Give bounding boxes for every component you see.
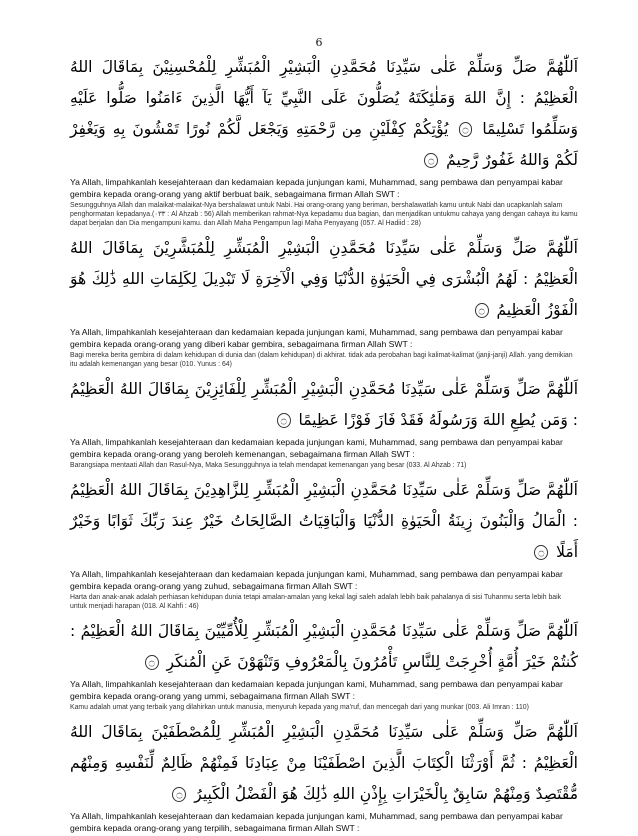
verse-section-5 xyxy=(70,616,578,712)
ayah-end-marker-icon: ۝ xyxy=(475,303,489,318)
ayah-end-marker-icon: ۝ xyxy=(277,413,291,428)
ayah-end-marker-icon: ۝ xyxy=(459,122,473,137)
salawat-translation: Ya Allah, limpahkanlah kesejahteraan dan kedamaian kepada junjungan kami, Muhammad, sang pembawa dan penyampai kabar gembira kepada orang-orang yang ummi, sebagaimana firman Allah SWT : xyxy=(70,679,563,701)
verse-meaning: Sesungguhnya Allah dan malaikat-malaikat-Nya bershalawat untuk Nabi. Hai orang-orang yang beriman, bershalawatlah kamu untuk Nabi dan ucapkanlah salam penghormatan kepadanya.(٠٣٣ : Al Ahzab : 56) Allah memberikan rahmat-Nya kepadamu dua bagian, dan menjadikan untukmu cahaya yang dengan cahaya itu kamu dapat berjalan dan Dia mengampuni kamu. dan Allah Maha Pengampun lagi Maha Penyayang (057. Al Hadiid : 28) xyxy=(70,202,578,227)
ayah-end-marker-icon: ۝ xyxy=(145,655,159,670)
verse-section-4 xyxy=(70,475,578,611)
arabic-text: اَللّٰهُمَّ صَلِّ وَسَلِّمْ عَلٰى سَيِّدِنَا مُحَمَّدِنِ الْبَشِيْرِ الْمُبَشِّرِ لِلْمُحْسِنِيْنَ بِمَاقَالَ اللهُ الْعَظِيْمُ : إِنَّ اللهَ وَمَلٰئِكَتَهُ يُصَلُّونَ عَلَى النَّبِيِّ يَآ أَيُّهَا الَّذِينَ ءَامَنُوا صَلُّوا عَلَيْهِ وَسَلِّمُوا تَسْلِيمًا xyxy=(70,58,578,138)
verse-section-1 xyxy=(70,52,578,228)
arabic-verse xyxy=(70,475,578,568)
verse-section-6 xyxy=(70,717,578,834)
arabic-verse xyxy=(70,616,578,678)
arabic-text: اَللّٰهُمَّ صَلِّ وَسَلِّمْ عَلٰى سَيِّدِنَا مُحَمَّدِنِ الْبَشِيْرِ الْمُبَشِّرِ لِلْمُبَشَّرِيْنَ بِمَاقَالَ اللهُ الْعَظِيْمُ : لَهُمُ الْبُشْرَى فِي الْحَيَوٰةِ الدُّنْيَا وَفِي الْآخِرَةِ لَا تَبْدِيلَ لِكَلِمَاتِ اللهِ ذَٰلِكَ هُوَ الْفَوْزُ الْعَظِيمُ xyxy=(70,239,578,319)
salawat-translation: Ya Allah, limpahkanlah kesejahteraan dan kedamaian kepada junjungan kami, Muhammad, sang pembawa dan penyampai kabar gembira kepada orang-orang yang terpilih, sebagaimana firman Allah SWT : xyxy=(70,811,563,833)
arabic-verse xyxy=(70,233,578,326)
arabic-verse xyxy=(70,374,578,436)
salawat-translation: Ya Allah, limpahkanlah kesejahteraan dan kedamaian kepada junjungan kami, Muhammad, sang pembawa dan penyampai kabar gembira kepada orang-orang yang zuhud, sebagaimana firman Allah SWT : xyxy=(70,569,563,591)
verse-section-2 xyxy=(70,233,578,369)
verse-meaning: Bagi mereka berita gembira di dalam kehidupan di dunia dan (dalam kehidupan) di akhirat. tidak ada perobahan bagi kalimat-kalimat (janji-janji) Allah. yang demikian itu adalah kemenangan yang besar (010. Yunus : 64) xyxy=(70,352,573,368)
salawat-translation: Ya Allah, limpahkanlah kesejahteraan dan kedamaian kepada junjungan kami, Muhammad, sang pembawa dan penyampai kabar gembira kepada orang-orang yang diberi kabar gembira, sebagaimana firman Allah SWT : xyxy=(70,327,563,349)
ayah-end-marker-icon: ۝ xyxy=(424,153,438,168)
verse-meaning: Harta dan anak-anak adalah perhiasan kehidupan dunia tetapi amalan-amalan yang kekal lagi saleh adalah lebih baik pahalanya di sisi Tuhanmu serta lebih baik untuk menjadi harapan (018. Al Kahfi : 46) xyxy=(70,594,562,610)
arabic-text: اَللّٰهُمَّ صَلِّ وَسَلِّمْ عَلٰى سَيِّدِنَا مُحَمَّدِنِ الْبَشِيْرِ الْمُبَشِّرِ لِلْفَائِزِيْنَ بِمَاقَالَ اللهُ الْعَظِيْمُ : وَمَن يُطِعِ اللهَ وَرَسُولَهُ فَقَدْ فَازَ فَوْزًا عَظِيمًا xyxy=(70,380,578,429)
verse-section-3 xyxy=(70,374,578,470)
arabic-text: اَللّٰهُمَّ صَلِّ وَسَلِّمْ عَلٰى سَيِّدِنَا مُحَمَّدِنِ الْبَشِيْرِ الْمُبَشِّرِ لِلزَّاهِدِيْنَ بِمَاقَالَ اللهُ الْعَظِيْمُ : الْمَالُ وَالْبَنُونَ زِينَةُ الْحَيَوٰةِ الدُّنْيَا وَالْبَاقِيَاتُ الصَّالِحَاتُ خَيْرٌ عِندَ رَبِّكَ ثَوَابًا وَخَيْرٌ أَمَلًا xyxy=(70,481,578,561)
page-number: 6 xyxy=(315,36,323,49)
ayah-end-marker-icon: ۝ xyxy=(534,545,548,560)
arabic-text: اَللّٰهُمَّ صَلِّ وَسَلِّمْ عَلٰى سَيِّدِنَا مُحَمَّدِنِ الْبَشِيْرِ الْمُبَشِّرِ لِلْأُمِّيِّيْنَ بِمَاقَالَ اللهُ الْعَظِيْمُ : كُنتُمْ خَيْرَ أُمَّةٍ أُخْرِجَتْ لِلنَّاسِ تَأْمُرُونَ بِالْمَعْرُوفِ وَتَنْهَوْنَ عَنِ الْمُنكَرِ xyxy=(70,622,578,671)
arabic-text: اَللّٰهُمَّ صَلِّ وَسَلِّمْ عَلٰى سَيِّدِنَا مُحَمَّدِنِ الْبَشِيْرِ الْمُبَشِّرِ لِلْمُصْطَفَيْنَ بِمَاقَالَ اللهُ الْعَظِيْمُ : ثُمَّ أَوْرَثْنَا الْكِتَابَ الَّذِينَ اصْطَفَيْنَا مِنْ عِبَادِنَا فَمِنْهُمْ ظَالِمٌ لِّنَفْسِهِ وَمِنْهُم مُّقْتَصِدٌ وَمِنْهُمْ سَابِقٌ بِالْخَيْرَاتِ بِإِذْنِ اللهِ ذَٰلِكَ هُوَ الْفَضْلُ الْكَبِيرُ xyxy=(70,723,578,803)
arabic-verse xyxy=(70,717,578,810)
salawat-translation: Ya Allah, limpahkanlah kesejahteraan dan kedamaian kepada junjungan kami, Muhammad, sang pembawa dan penyampai kabar gembira kepada orang-orang yang aktif berbuat baik, sebagaimana firman Allah SWT : xyxy=(70,177,563,199)
arabic-text-continued: يُؤْتِكُمْ كِفْلَيْنِ مِن رَّحْمَتِهِ وَيَجْعَل لَّكُمْ نُورًا تَمْشُونَ بِهِ وَيَغْفِرْ لَكُمْ وَاللهُ غَفُورٌ رَّحِيمٌ xyxy=(70,120,578,169)
verse-meaning: Kamu adalah umat yang terbaik yang dilahirkan untuk manusia, menyuruh kepada yang ma'ruf, dan mencegah dari yang munkar (003. Ali Imran : 110) xyxy=(70,704,529,711)
salawat-translation: Ya Allah, limpahkanlah kesejahteraan dan kedamaian kepada junjungan kami, Muhammad, sang pembawa dan penyampai kabar gembira kepada orang-orang yang beroleh kemenangan, sebagaimana firman Allah SWT : xyxy=(70,437,563,459)
verse-meaning: Barangsiapa mentaati Allah dan Rasul-Nya, Maka Sesungguhnya ia telah mendapat kemenangan yang besar (033. Al Ahzab : 71) xyxy=(70,462,467,469)
ayah-end-marker-icon: ۝ xyxy=(172,787,186,802)
arabic-verse xyxy=(70,52,578,176)
page-content xyxy=(70,52,578,836)
